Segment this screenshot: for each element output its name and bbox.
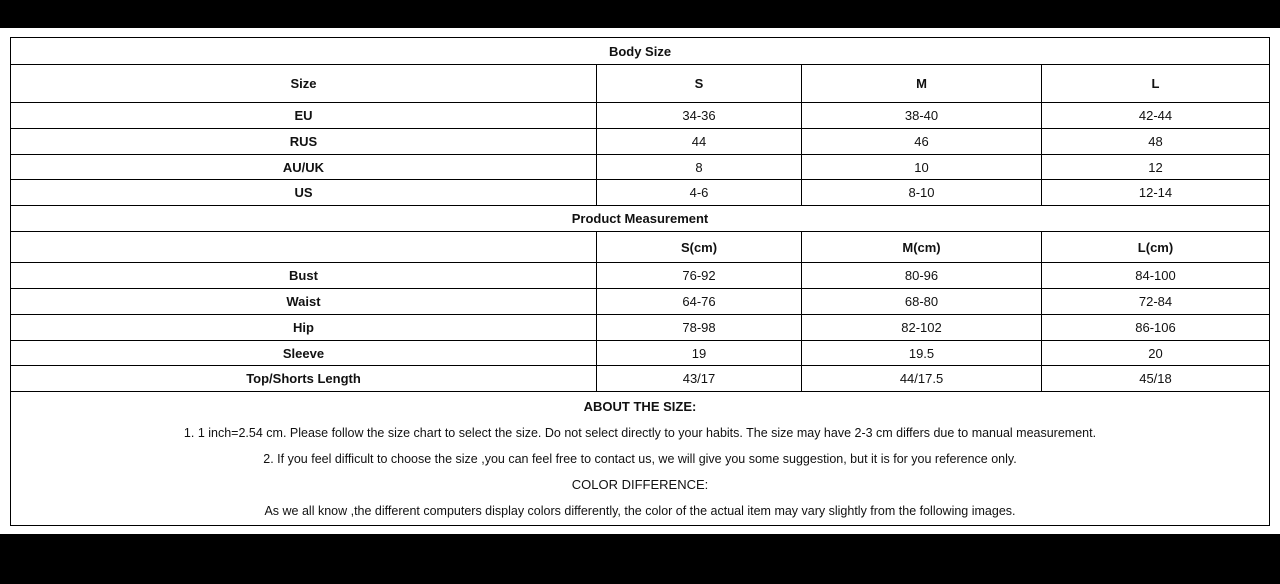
header-cell: L — [1042, 65, 1270, 103]
table-cell: 48 — [1042, 129, 1270, 155]
header-cell: M(cm) — [802, 232, 1042, 263]
table-row — [11, 366, 1270, 392]
table-cell: 68-80 — [802, 289, 1042, 315]
row-label: Hip — [11, 315, 597, 341]
body-size-header-row — [11, 65, 1270, 103]
size-chart-sheet — [0, 28, 1280, 534]
table-cell: 72-84 — [1042, 289, 1270, 315]
row-label: Bust — [11, 263, 597, 289]
notes-cell — [11, 392, 1270, 526]
header-cell: S — [597, 65, 802, 103]
table-cell: 76-92 — [597, 263, 802, 289]
header-cell: M — [802, 65, 1042, 103]
table-cell: 64-76 — [597, 289, 802, 315]
note-line-1: 1. 1 inch=2.54 cm. Please follow the size chart to select the size. Do not select directly to your habits. The size may have 2-3 cm differs due to manual measurement. — [183, 425, 1097, 440]
table-cell: 38-40 — [802, 103, 1042, 129]
note-line-3: As we all know ,the different computers display colors differently, the color of the actual item may vary slightly from the following images. — [264, 503, 1016, 518]
table-cell: 46 — [802, 129, 1042, 155]
table-cell: 8-10 — [802, 180, 1042, 206]
table-cell: 45/18 — [1042, 366, 1270, 392]
table-cell: 19.5 — [802, 341, 1042, 366]
table-row — [11, 180, 1270, 206]
table-row — [11, 315, 1270, 341]
table-cell: 42-44 — [1042, 103, 1270, 129]
table-row — [11, 289, 1270, 315]
row-label: AU/UK — [11, 155, 597, 180]
table-cell: 43/17 — [597, 366, 802, 392]
table-row — [11, 103, 1270, 129]
notes-row — [11, 392, 1270, 526]
header-cell — [11, 232, 597, 263]
table-cell: 44 — [597, 129, 802, 155]
row-label: Waist — [11, 289, 597, 315]
body-size-title: Body Size — [11, 38, 1270, 65]
table-row — [11, 129, 1270, 155]
top-black-bar — [0, 0, 1280, 28]
table-cell: 12 — [1042, 155, 1270, 180]
row-label: Sleeve — [11, 341, 597, 366]
header-cell: Size — [11, 65, 597, 103]
table-cell: 12-14 — [1042, 180, 1270, 206]
table-cell: 86-106 — [1042, 315, 1270, 341]
row-label: US — [11, 180, 597, 206]
bottom-black-bar — [0, 534, 1280, 584]
row-label: EU — [11, 103, 597, 129]
table-cell: 34-36 — [597, 103, 802, 129]
about-size-title: ABOUT THE SIZE: — [583, 398, 697, 414]
table-cell: 8 — [597, 155, 802, 180]
table-cell: 82-102 — [802, 315, 1042, 341]
table-cell: 19 — [597, 341, 802, 366]
table-cell: 44/17.5 — [802, 366, 1042, 392]
table-cell: 84-100 — [1042, 263, 1270, 289]
table-row — [11, 341, 1270, 366]
table-cell: 10 — [802, 155, 1042, 180]
table-row — [11, 155, 1270, 180]
header-cell: L(cm) — [1042, 232, 1270, 263]
note-line-2: 2. If you feel difficult to choose the size ,you can feel free to contact us, we will give you some suggestion, but it is for you reference only. — [263, 451, 1017, 466]
product-measurement-title-row — [11, 206, 1270, 232]
table-cell: 80-96 — [802, 263, 1042, 289]
header-cell: S(cm) — [597, 232, 802, 263]
size-chart-table — [10, 37, 1270, 526]
row-label: RUS — [11, 129, 597, 155]
table-row — [11, 263, 1270, 289]
body-size-title-row — [11, 38, 1270, 65]
row-label: Top/Shorts Length — [11, 366, 597, 392]
table-cell: 78-98 — [597, 315, 802, 341]
product-measurement-title: Product Measurement — [11, 206, 1270, 232]
table-cell: 20 — [1042, 341, 1270, 366]
product-measurement-header-row — [11, 232, 1270, 263]
color-difference-title: COLOR DIFFERENCE: — [571, 476, 709, 492]
table-cell: 4-6 — [597, 180, 802, 206]
